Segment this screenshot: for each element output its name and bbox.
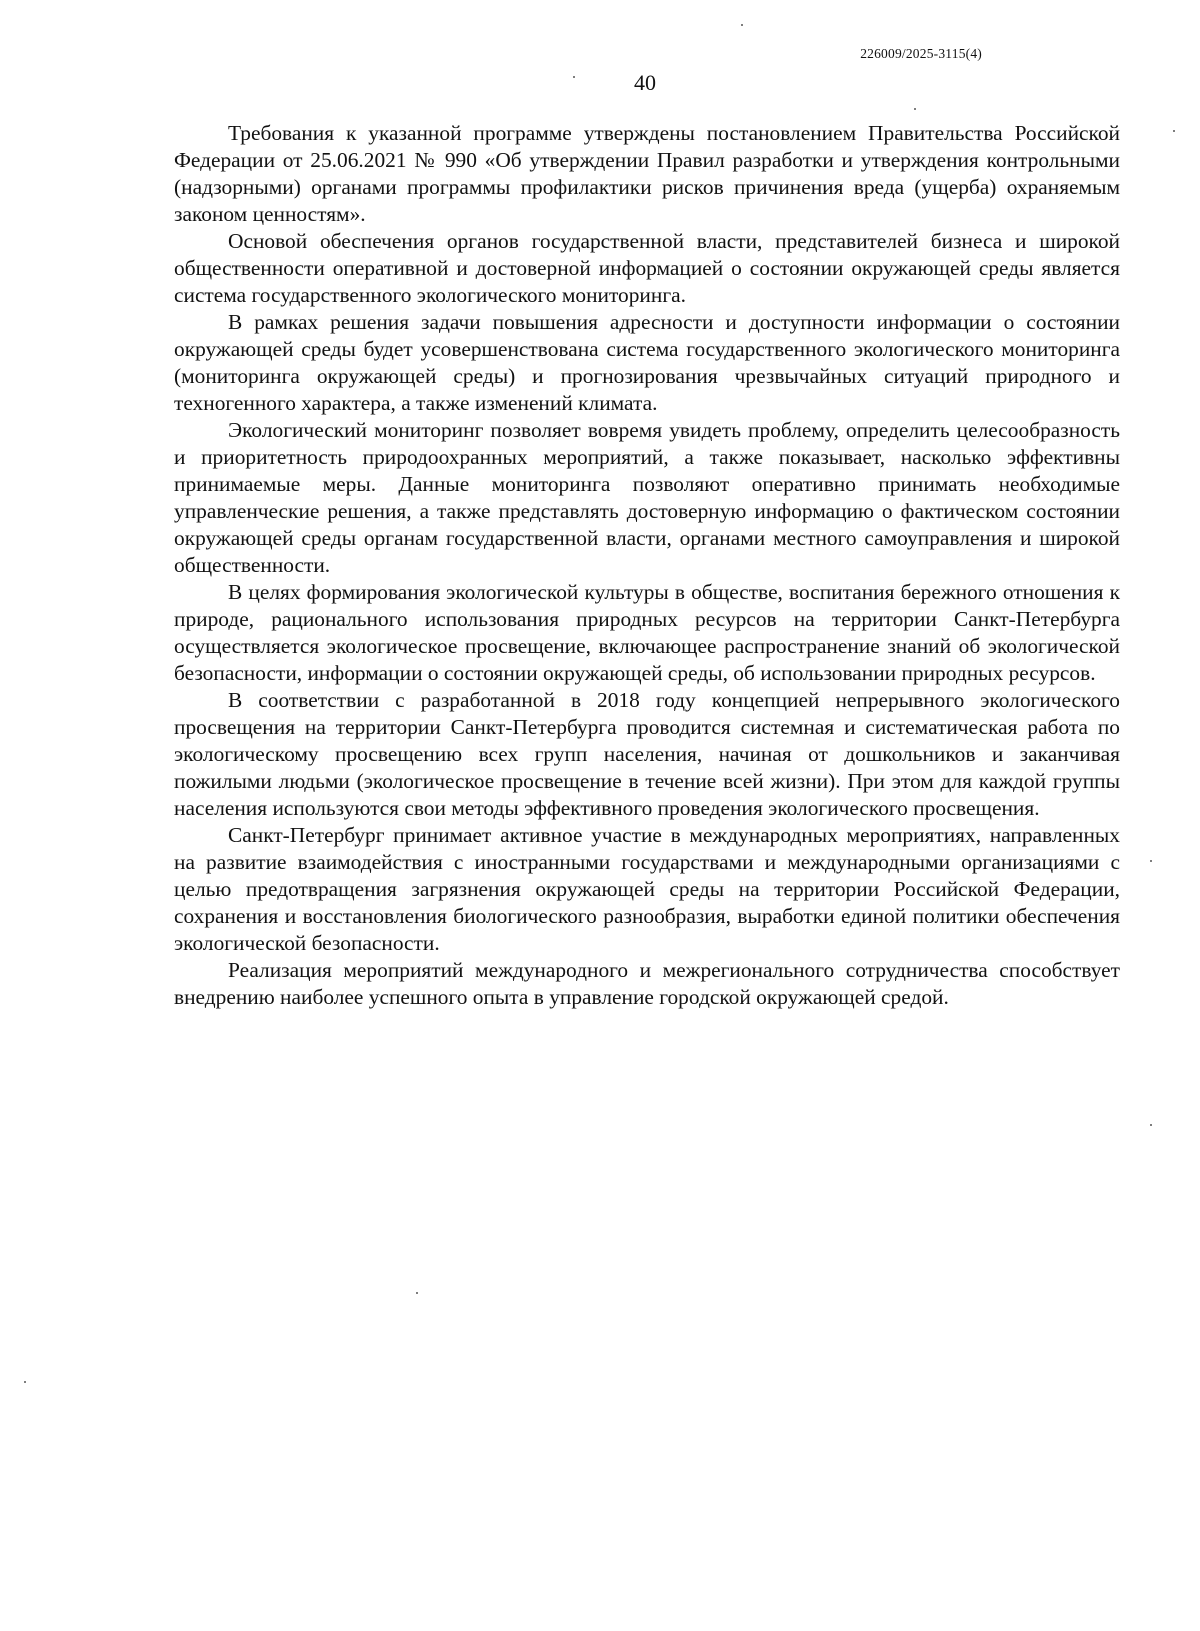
paragraph-monitoring-basis: Основой обеспечения органов государственной власти, представителей бизнеса и широкой общественности оперативной и достоверной информацией о состоянии окружающей среды является система государственного экологического мониторинга. bbox=[174, 229, 1120, 307]
scan-speck bbox=[1150, 860, 1152, 862]
paragraph-education-concept: В соответствии с разработанной в 2018 году концепцией непрерывного экологического просвещения на территории Санкт-Петербурга проводится системная и систематическая работа по экологическому просвещению всех групп населения, начиная от дошкольников и заканчивая пожилыми людьми (экологическое просвещение в течение всей жизни). При этом для каждой группы населения используются свои методы эффективного проведения экологического просвещения. bbox=[174, 688, 1120, 820]
paragraph-monitoring-benefits: Экологический мониторинг позволяет вовремя увидеть проблему, определить целесообразность и приоритетность природоохранных мероприятий, а также показывает, насколько эффективны принимаемые меры. Данные мониторинга позволяют оперативно принимать необходимые управленческие решения, а также представлять достоверную информацию о фактическом состоянии окружающей среды органам государственной власти, органами местного самоуправления и широкой общественности. bbox=[174, 418, 1120, 577]
paragraph-monitoring-improvement: В рамках решения задачи повышения адресности и доступности информации о состоянии окружающей среды будет усовершенствована система государственного экологического мониторинга (мониторинга окружающей среды) и прогнозирования чрезвычайных ситуаций природного и техногенного характера, а также изменений климата. bbox=[174, 310, 1120, 415]
scan-speck bbox=[741, 24, 743, 26]
scan-speck bbox=[573, 76, 575, 78]
scan-speck bbox=[416, 1292, 418, 1294]
scan-speck bbox=[914, 108, 916, 110]
paragraph-cooperation-result: Реализация мероприятий международного и межрегионального сотрудничества способствует внедрению наиболее успешного опыта в управление городской окружающей средой. bbox=[174, 958, 1120, 1009]
paragraph-international-cooperation: Санкт-Петербург принимает активное участие в международных мероприятиях, направленных на развитие взаимодействия с иностранными государствами и международными организациями с целью предотвращения загрязнения окружающей среды на территории Российской Федерации, сохранения и восстановления биологического разнообразия, выработки единой политики обеспечения экологической безопасности. bbox=[174, 823, 1120, 955]
page-number: 40 bbox=[634, 70, 656, 95]
paragraph-ecological-culture: В целях формирования экологической культуры в обществе, воспитания бережного отношения к природе, рационального использования природных ресурсов на территории Санкт-Петербурга осуществляется экологическое просвещение, включающее распространение знаний об экологической безопасности, информации о состоянии окружающей среды, об использовании природных ресурсов. bbox=[174, 580, 1120, 685]
document-body bbox=[174, 120, 1120, 1011]
document-registration-number: 226009/2025-3115(4) bbox=[860, 46, 982, 61]
scan-speck bbox=[1150, 1124, 1152, 1126]
scan-speck bbox=[24, 1381, 26, 1383]
paragraph-program-requirements: Требования к указанной программе утверждены постановлением Правительства Российской Федерации от 25.06.2021 № 990 «Об утверждении Правил разработки и утверждения контрольными (надзорными) органами программы профилактики рисков причинения вреда (ущерба) охраняемым законом ценностям». bbox=[174, 121, 1120, 226]
scan-speck bbox=[1173, 130, 1175, 132]
